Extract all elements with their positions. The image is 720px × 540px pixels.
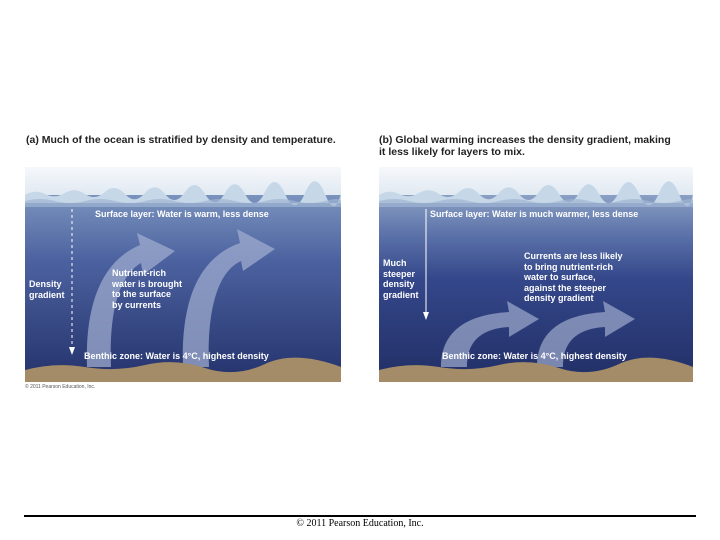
panel-b-caption-line: (b) Global warming increases the density gradient, making <box>379 134 671 146</box>
footer-divider <box>24 515 696 517</box>
panel-b-caption-line: it less likely for layers to mix. <box>379 146 525 158</box>
label-line: water is brought <box>112 278 183 289</box>
benthic-zone-label: Benthic zone: Water is 4°C, highest density <box>442 351 627 361</box>
nutrient-rich-label <box>112 268 182 310</box>
footer-copyright: © 2011 Pearson Education, Inc. <box>296 518 424 529</box>
label-line: Much <box>383 258 407 268</box>
label-line: steeper <box>383 268 416 279</box>
label-line: to the surface <box>112 289 172 299</box>
steeper-gradient-label <box>383 258 419 300</box>
label-line: Currents are less likely <box>524 251 623 261</box>
panel-a-ocean-graphic <box>25 167 341 382</box>
surface-layer-label: Surface layer: Water is much warmer, less dense <box>430 209 639 219</box>
label-line: density <box>383 279 415 289</box>
label-line: Nutrient-rich <box>112 268 166 278</box>
label-line: to bring nutrient-rich <box>524 261 613 272</box>
benthic-zone-label: Benthic zone: Water is 4°C, highest density <box>84 351 269 361</box>
label-line: by currents <box>112 299 162 310</box>
panel-b-caption <box>379 134 699 158</box>
panel-a-illustration <box>25 167 341 382</box>
image-copyright: © 2011 Pearson Education, Inc. <box>25 384 96 390</box>
panel-a-caption: (a) Much of the ocean is stratified by density and temperature. <box>26 134 336 146</box>
surface-layer-label: Surface layer: Water is warm, less dense <box>95 209 269 219</box>
label-line: gradient <box>29 289 65 300</box>
label-line: against the steeper <box>524 282 607 293</box>
density-gradient-label <box>29 279 65 300</box>
label-line: gradient <box>383 289 419 300</box>
label-line: Density <box>29 279 62 289</box>
label-line: water to surface, <box>524 272 596 282</box>
label-line: density gradient <box>524 293 594 303</box>
panel-b-illustration <box>379 167 693 382</box>
currents-label <box>524 251 623 304</box>
